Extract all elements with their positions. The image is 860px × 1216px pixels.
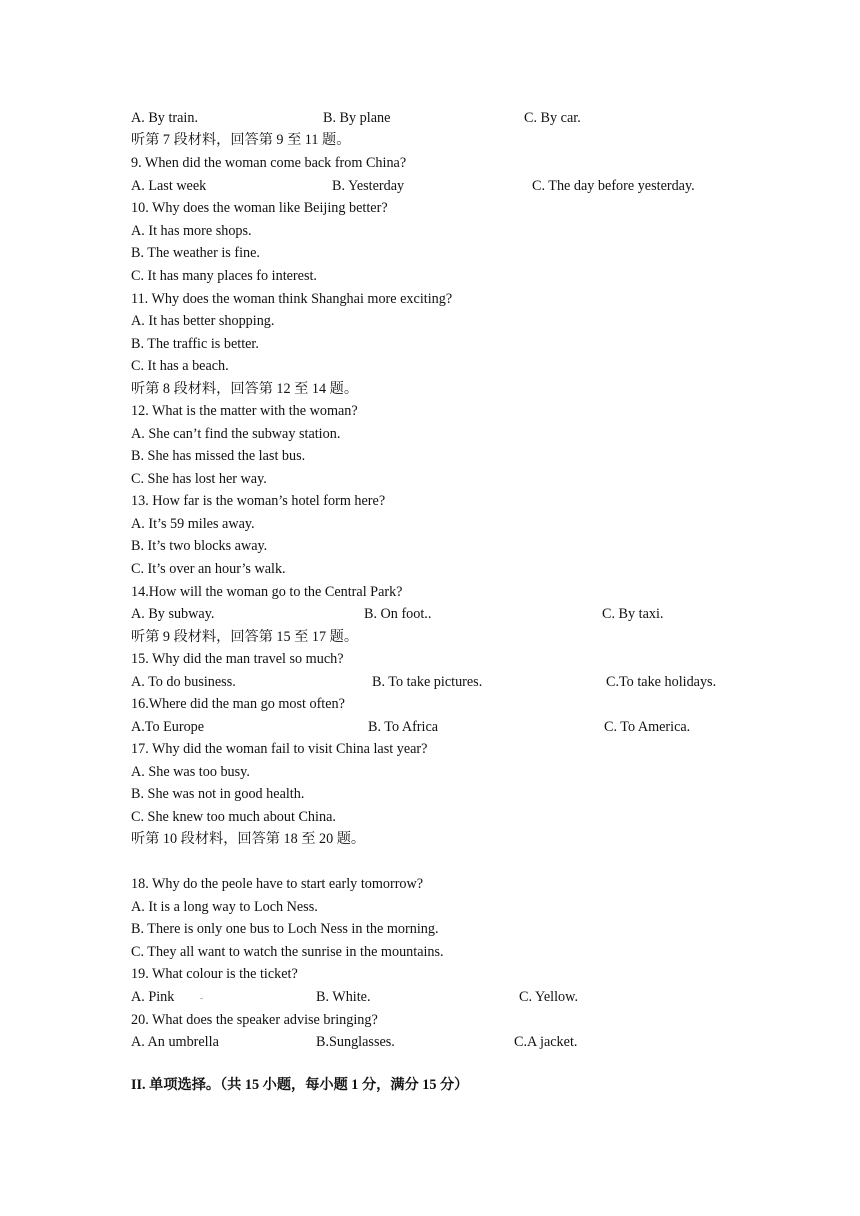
- question-text: 19. What colour is the ticket?: [131, 966, 298, 982]
- answer-option: B. On foot..: [364, 606, 432, 622]
- answer-option: A. Last week: [131, 178, 207, 194]
- answer-option: B.Sunglasses.: [316, 1034, 395, 1050]
- answer-option: C. The day before yesterday.: [532, 178, 695, 194]
- answer-option: A. She was too busy.: [131, 764, 250, 780]
- answer-option: C. It has many places fo interest.: [131, 268, 317, 284]
- answer-option: B. To Africa: [368, 719, 439, 735]
- answer-option: A. By subway.: [131, 606, 215, 622]
- answer-option: A. To do business.: [131, 674, 236, 690]
- section-title: II. 单项选择。（共 15 小题，每小题 1 分，满分 15 分）: [131, 1077, 469, 1093]
- answer-option: A. Pink: [131, 989, 175, 1005]
- answer-option: B. The traffic is better.: [131, 336, 259, 352]
- answer-options-row: [131, 1031, 831, 1053]
- answer-option: C. She has lost her way.: [131, 471, 267, 487]
- passage-heading: 听第 7 段材料，回答第 9 至 11 题。: [131, 132, 351, 148]
- question-text: 10. Why does the woman like Beijing better?: [131, 200, 388, 216]
- answer-option: B. The weather is fine.: [131, 245, 260, 261]
- question-text: 14.How will the woman go to the Central Park?: [131, 584, 403, 600]
- answer-options-row: [131, 986, 831, 1008]
- answer-option: C. By taxi.: [602, 606, 664, 622]
- question-text: 13. How far is the woman’s hotel form here?: [131, 493, 386, 509]
- answer-option: A. It has better shopping.: [131, 313, 275, 329]
- answer-option: C. It has a beach.: [131, 358, 229, 374]
- answer-option: A.To Europe: [131, 719, 205, 735]
- answer-option: C. They all want to watch the sunrise in the mountains.: [131, 944, 444, 960]
- answer-option: C.To take holidays.: [606, 674, 717, 690]
- answer-option: B. White.: [316, 989, 371, 1005]
- answer-option: C. Yellow.: [519, 989, 578, 1005]
- scan-mark: [200, 998, 203, 999]
- answer-options-row: [131, 175, 831, 197]
- answer-option: B. To take pictures.: [372, 674, 483, 690]
- answer-options-row: [131, 107, 831, 129]
- answer-option: A. It’s 59 miles away.: [131, 516, 255, 532]
- answer-option: A. It is a long way to Loch Ness.: [131, 899, 318, 915]
- question-text: 20. What does the speaker advise bringing?: [131, 1012, 378, 1028]
- answer-options-row: [131, 671, 831, 693]
- answer-option: A. By train.: [131, 110, 198, 126]
- answer-option: B. She has missed the last bus.: [131, 448, 306, 464]
- answer-option: B. There is only one bus to Loch Ness in the morning.: [131, 921, 439, 937]
- answer-option: A. She can’t find the subway station.: [131, 426, 341, 442]
- answer-option: B. It’s two blocks away.: [131, 538, 268, 554]
- answer-option: A. It has more shops.: [131, 223, 252, 239]
- passage-heading: 听第 10 段材料，回答第 18 至 20 题。: [131, 831, 366, 847]
- answer-options-row: [131, 603, 831, 625]
- answer-option: C. It’s over an hour’s walk.: [131, 561, 286, 577]
- passage-heading: 听第 8 段材料，回答第 12 至 14 题。: [131, 381, 359, 397]
- answer-options-row: [131, 716, 831, 738]
- question-text: 18. Why do the peole have to start early tomorrow?: [131, 876, 424, 892]
- question-text: 11. Why does the woman think Shanghai more exciting?: [131, 291, 453, 307]
- question-text: 9. When did the woman come back from China?: [131, 155, 407, 171]
- answer-option: A. An umbrella: [131, 1034, 219, 1050]
- answer-option: B. She was not in good health.: [131, 786, 305, 802]
- question-text: 12. What is the matter with the woman?: [131, 403, 358, 419]
- answer-option: C.A jacket.: [514, 1034, 578, 1050]
- answer-option: B. By plane: [323, 110, 391, 126]
- answer-option: C. By car.: [524, 110, 581, 126]
- answer-option: C. She knew too much about China.: [131, 809, 336, 825]
- passage-heading: 听第 9 段材料，回答第 15 至 17 题。: [131, 629, 359, 645]
- answer-option: B. Yesterday: [332, 178, 405, 194]
- question-text: 16.Where did the man go most often?: [131, 696, 345, 712]
- question-text: 17. Why did the woman fail to visit China last year?: [131, 741, 428, 757]
- answer-option: C. To America.: [604, 719, 691, 735]
- question-text: 15. Why did the man travel so much?: [131, 651, 344, 667]
